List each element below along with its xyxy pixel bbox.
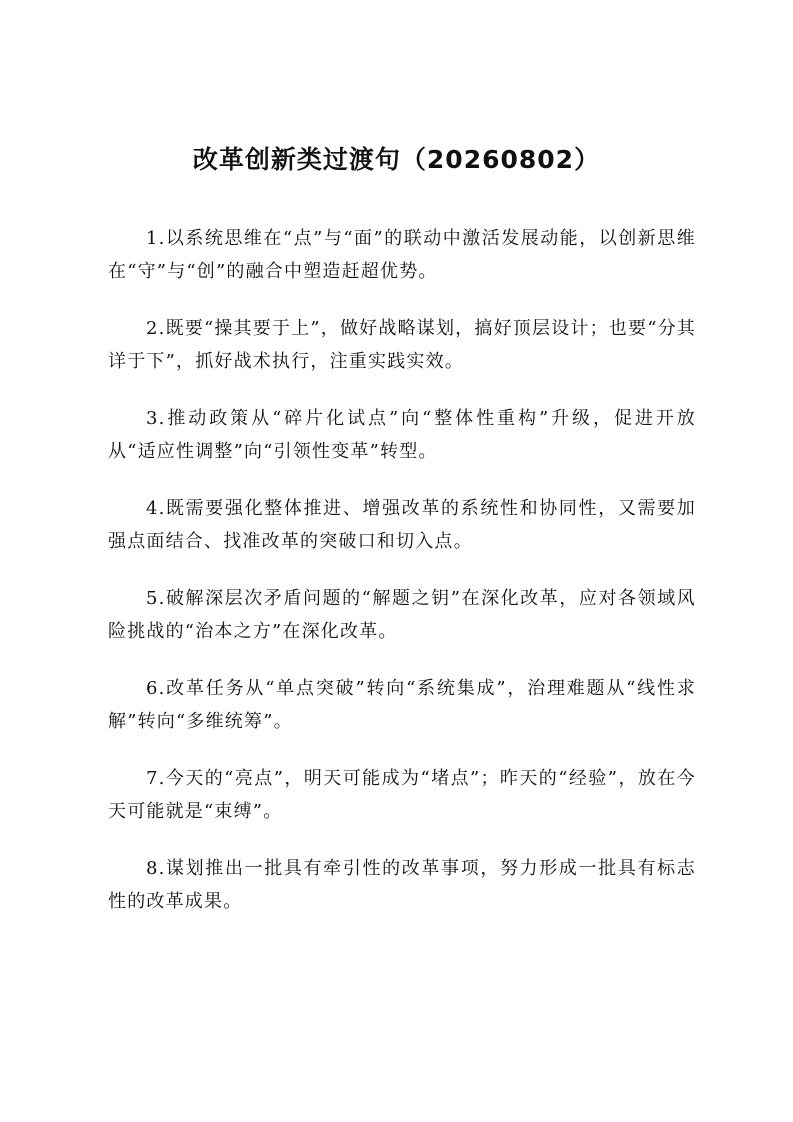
paragraph-4: 4.既需要强化整体推进、增强改革的系统性和协同性，又需要加强点面结合、找准改革的突破口和切入点。 [108, 498, 696, 552]
paragraph-3: 3.推动政策从“碎片化试点”向“整体性重构”升级，促进开放从“适应性调整”向“引领性变革”转型。 [108, 408, 696, 462]
paragraph-7: 7.今天的“亮点”，明天可能成为“堵点”；昨天的“经验”，放在今天可能就是“束缚”。 [108, 768, 696, 822]
paragraph-8: 8.谋划推出一批具有牵引性的改革事项，努力形成一批具有标志性的改革成果。 [108, 858, 696, 912]
paragraph-2: 2.既要“操其要于上”，做好战略谋划，搞好顶层设计；也要“分其详于下”，抓好战术执行，注重实践实效。 [108, 318, 696, 372]
paragraph-5: 5.破解深层次矛盾问题的“解题之钥”在深化改革，应对各领域风险挑战的“治本之方”在深化改革。 [108, 588, 696, 642]
paragraph-6: 6.改革任务从“单点突破”转向“系统集成”，治理难题从“线性求解”转向“多维统筹”。 [108, 678, 696, 732]
page-title: 改革创新类过渡句（20260802） [192, 145, 601, 174]
paragraph-1: 1.以系统思维在“点”与“面”的联动中激活发展动能，以创新思维在“守”与“创”的融合中塑造赶超优势。 [108, 228, 696, 282]
document-body [108, 222, 696, 942]
